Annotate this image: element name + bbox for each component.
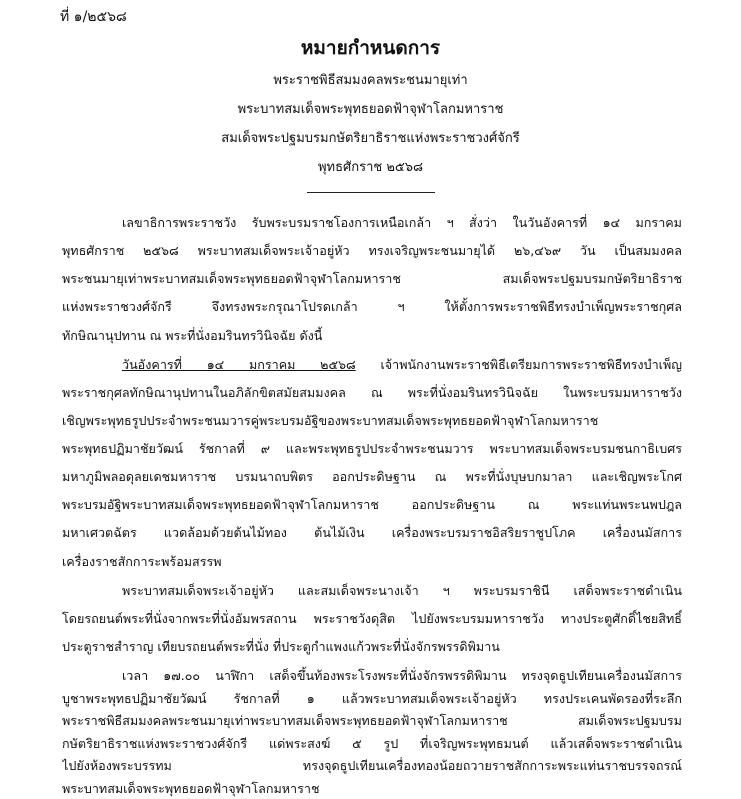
paragraph-line: พระบาทสมเด็จพระเจ้าอยู่หัว และสมเด็จพระนางเจ้า ฯ พระบรมราชินี เสด็จพระราชดำเนิน bbox=[122, 582, 682, 598]
paragraph-line: บูชาพระพุทธปฏิมาชัยวัฒน์ รัชกาลที่ ๑ แล้วพระบาทสมเด็จพระเจ้าอยู่หัว ทรงประเคนพัดรองที่ระลึก bbox=[62, 690, 682, 706]
paragraph-line: พระชนมายุเท่าพระบาทสมเด็จพระพุทธยอดฟ้าจุฬาโลกมหาราช สมเด็จพระปฐมบรมกษัตริยาธิราช bbox=[62, 271, 682, 287]
title-divider bbox=[307, 192, 435, 193]
subtitle-line: พุทธศักราช ๒๕๖๘ bbox=[317, 160, 424, 175]
paragraph-line: ไปยังห้องพระบรรทม ทรงจุดธูปเทียนเครื่องทองน้อยถวายราชสักการะพระแท่นราชบรรจถรณ์ bbox=[62, 758, 682, 774]
paragraph-line: เลขาธิการพระราชวัง รับพระบรมราชโองการเหนือเกล้า ฯ สั่งว่า ในวันอังคารที่ ๑๔ มกราคม bbox=[122, 215, 682, 230]
paragraph-line: ทักษิณานุปทาน ณ พระที่นั่งอมรินทรวินิจฉัย ดังนี้ bbox=[62, 327, 323, 343]
subtitle-line: พระราชพิธีสมมงคลพระชนมายุเท่า bbox=[273, 73, 468, 88]
paragraph-line: กษัตริยาธิราชแห่งพระราชวงศ์จักรี แด่พระสงฆ์ ๕ รูป ที่เจริญพระพุทธมนต์ แล้วเสด็จพระราชดำเนิน bbox=[62, 735, 682, 751]
paragraph-line: พระราชพิธีสมมงคลพระชนมายุเท่าพระบาทสมเด็จพระพุทธยอดฟ้าจุฬาโลกมหาราช สมเด็จพระปฐมบรม bbox=[62, 713, 682, 729]
paragraph-line: พุทธศักราช ๒๕๖๘ พระบาทสมเด็จพระเจ้าอยู่หัว ทรงเจริญพระชนมายุได้ ๒๖,๔๖๙ วัน เป็นสมมงคล bbox=[62, 243, 682, 259]
date-heading: วันอังคารที่ ๑๔ มกราคม ๒๕๖๘ bbox=[122, 356, 356, 372]
paragraph-line: เครื่องราชสักการะพร้อมสรรพ bbox=[62, 553, 222, 569]
paragraph-line: พระบาทสมเด็จพระพุทธยอดฟ้าจุฬาโลกมหาราช bbox=[62, 780, 320, 796]
paragraph-line: พระราชกุศลทักษิณานุปทานในอภิลักขิตสมัยสมมงคล ณ พระที่นั่งอมรินทรวินิจฉัย ในพระบรมมหาราชวัง bbox=[62, 384, 682, 400]
document-title: หมายกำหนดการ bbox=[300, 37, 441, 59]
paragraph-line: พระบรมอัฐิพระบาทสมเด็จพระพุทธยอดฟ้าจุฬาโลกมหาราช ออกประดิษฐาน ณ พระแท่นพระนพปฎล bbox=[62, 497, 682, 513]
paragraph-first-line bbox=[122, 354, 682, 376]
paragraph-line: เชิญพระพุทธรูปประจำพระชนมวารคู่พระบรมอัฐิของพระบาทสมเด็จพระพุทธยอดฟ้าจุฬาโลกมหาราช bbox=[62, 412, 599, 428]
paragraph-line: มหาภูมิพลอดุลยเดชมหาราช บรมนาถบพิตร ออกประดิษฐาน ณ พระที่นั่งบุษบกมาลา และเชิญพระโกศ bbox=[62, 469, 682, 485]
paragraph-line: เวลา ๑๗.๐๐ นาฬิกา เสด็จขึ้นท้องพระโรงพระที่นั่งจักรพรรดิพิมาน ทรงจุดธูปเทียนเครื่องนมัสการ bbox=[122, 668, 682, 684]
subtitle-line: พระบาทสมเด็จพระพุทธยอดฟ้าจุฬาโลกมหาราช bbox=[237, 102, 504, 117]
paragraph-line: แห่งพระราชวงศ์จักรี จึงทรงพระกรุณาโปรดเกล้า ฯ ให้ตั้งการพระราชพิธีทรงบำเพ็ญพระราชกุศล bbox=[62, 299, 682, 315]
subtitle-line: สมเด็จพระปฐมบรมกษัตริยาธิราชแห่งพระราชวงศ์จักรี bbox=[221, 131, 520, 146]
paragraph-line: โดยรถยนต์พระที่นั่งจากพระที่นั่งอัมพรสถาน พระราชวังดุสิต ไปยังพระบรมมหาราชวัง ทางประตูศักดิ์ไชยสิทธิ์ bbox=[62, 610, 682, 626]
document-number: ที่ ๑/๒๕๖๘ bbox=[60, 9, 127, 25]
date-heading-rest: เจ้าพนักงานพระราชพิธีเตรียมการพระราชพิธีทรงบำเพ็ญ bbox=[355, 356, 682, 372]
paragraph-line: มหาเศวตฉัตร แวดล้อมด้วยต้นไม้ทอง ต้นไม้เงิน เครื่องพระบรมราชอิสริยราชูปโภค เครื่องนมัสการ bbox=[62, 525, 682, 541]
paragraph-line: ประตูราชสำราญ เทียบรถยนต์พระที่นั่ง ที่ประตูกำแพงแก้วพระที่นั่งจักรพรรดิพิมาน bbox=[62, 638, 500, 654]
paragraph-line: พระพุทธปฏิมาชัยวัฒน์ รัชกาลที่ ๙ และพระพุทธรูปประจำพระชนมวาร พระบาทสมเด็จพระบรมชนกาธิเบศร bbox=[62, 441, 682, 457]
